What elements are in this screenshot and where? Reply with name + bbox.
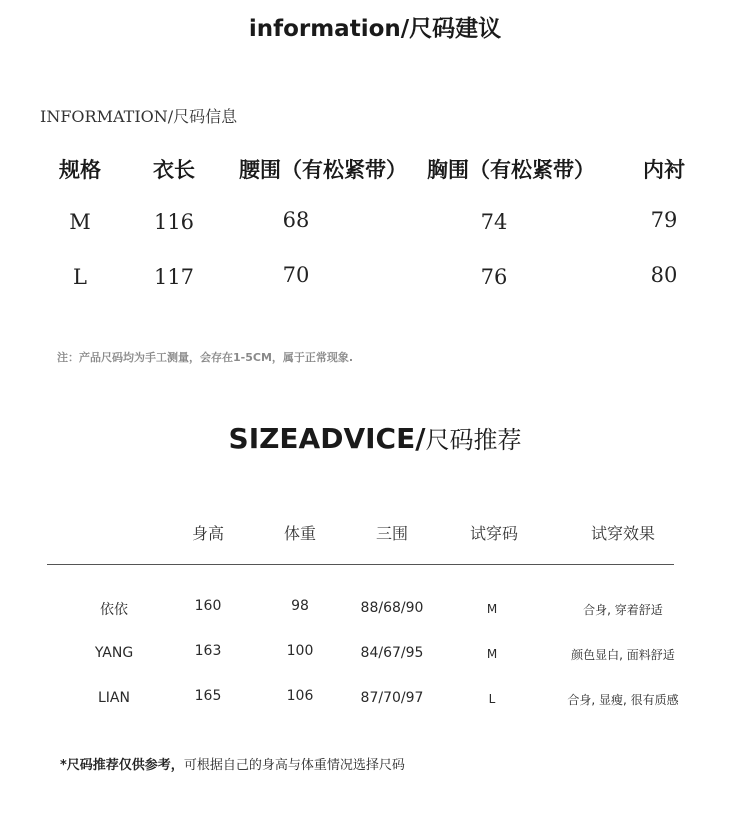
header-measurements: 三围 xyxy=(375,524,408,543)
size-advice-title-en: SIZEADVICE/ xyxy=(228,422,426,455)
header-height: 身高 xyxy=(191,524,224,543)
row-m-lining: 79 xyxy=(650,208,678,232)
row1-effect: 合身, 穿着舒适 xyxy=(583,603,663,617)
row1-height: 160 xyxy=(194,598,222,614)
header-spec: 规格 xyxy=(59,158,101,182)
header-chest: 胸围（有松紧带） xyxy=(427,158,595,182)
size-advice-note-rest: 可根据自己的身高与体重情况选择尺码 xyxy=(183,758,405,773)
header-weight: 体重 xyxy=(283,524,316,543)
row-l-waist: 70 xyxy=(282,263,310,287)
row2-measurements: 84/67/95 xyxy=(360,645,424,661)
row3-name: LIAN xyxy=(98,690,130,706)
row1-size: M xyxy=(486,602,498,616)
row-m-waist: 68 xyxy=(282,208,310,232)
row3-height: 165 xyxy=(194,688,222,704)
row-m-chest: 74 xyxy=(480,210,508,234)
row-l-length: 117 xyxy=(153,265,195,289)
header-waist: 腰围（有松紧带） xyxy=(239,158,407,182)
row2-height: 163 xyxy=(194,643,222,659)
header-lining: 内衬 xyxy=(643,158,685,182)
row2-size: M xyxy=(486,647,498,661)
information-title: information/尺码建议 xyxy=(248,16,502,42)
row1-weight: 98 xyxy=(291,598,309,614)
row2-name: YANG xyxy=(94,645,134,661)
row2-effect: 颜色显白, 面料舒适 xyxy=(571,648,675,662)
row2-weight: 100 xyxy=(286,643,314,659)
size-advice-note-bold: *尺码推荐仅供参考， xyxy=(60,758,184,773)
measurement-note: 注：产品尺码均为手工测量，会存在1-5CM，属于正常现象. xyxy=(57,351,354,364)
table-divider xyxy=(47,564,674,565)
size-advice-title xyxy=(0,420,750,455)
row1-name: 依依 xyxy=(100,602,128,618)
header-length: 衣长 xyxy=(153,158,195,182)
row3-effect: 合身, 显瘦, 很有质感 xyxy=(567,693,679,707)
header-trial-size: 试穿码 xyxy=(469,524,518,543)
size-advice-title-cn: 尺码推荐 xyxy=(425,426,522,454)
information-label: INFORMATION/尺码信息 xyxy=(40,107,238,126)
row1-measurements: 88/68/90 xyxy=(360,600,424,616)
row3-measurements: 87/70/97 xyxy=(360,690,424,706)
row3-size: L xyxy=(488,692,496,706)
row-m-spec: M xyxy=(69,210,91,234)
row3-weight: 106 xyxy=(286,688,314,704)
row-m-length: 116 xyxy=(153,210,195,234)
row-l-spec: L xyxy=(73,265,87,289)
header-trial-effect: 试穿效果 xyxy=(590,524,655,543)
size-advice-note xyxy=(60,754,405,773)
row-l-lining: 80 xyxy=(650,263,678,287)
row-l-chest: 76 xyxy=(480,265,508,289)
